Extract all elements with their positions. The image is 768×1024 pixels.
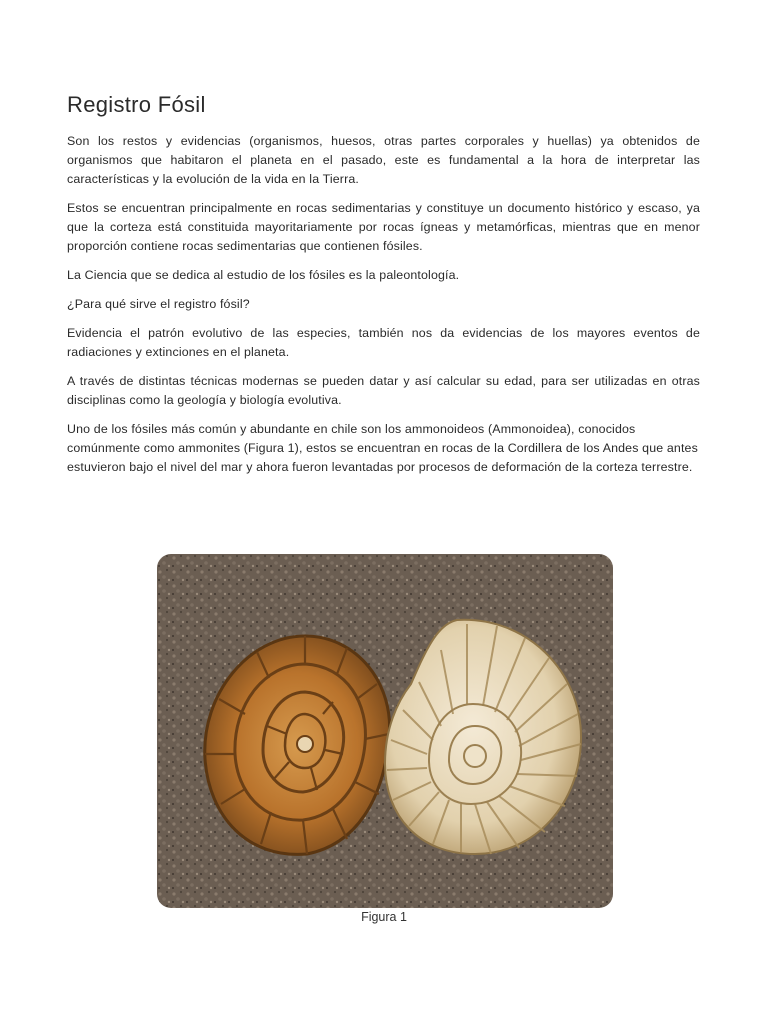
page-title: Registro Fósil <box>67 92 206 117</box>
paragraph-evolutionary-pattern: Evidencia el patrón evolutivo de las especies, también nos da evidencias de los mayores eventos de radiaciones y extinciones en el planeta. <box>67 326 700 359</box>
paragraph-sedimentary-rocks: Estos se encuentran principalmente en rocas sedimentarias y constituye un documento histórico y escaso, ya que la corteza está constituida mayoritariamente por rocas ígneas y metamórficas, mientras que en menor proporción contiene rocas sedimentarias que contienen fósiles. <box>67 201 700 253</box>
paragraph-paleontology: La Ciencia que se dedica al estudio de los fósiles es la paleontología. <box>67 268 460 282</box>
paragraph-question: ¿Para qué sirve el registro fósil? <box>67 297 250 311</box>
paragraph-dating: A través de distintas técnicas modernas se pueden datar y así calcular su edad, para ser utilizadas en otras disciplinas como la geología y biología evolutiva. <box>67 374 700 407</box>
paragraph-ammonites: Uno de los fósiles más común y abundante en chile son los ammonoideos (Ammonoidea), conocidos comúnmente como ammonites (Figura 1), estos se encuentran en rocas de la Cordillera de los Andes que antes estuvieron bajo el nivel del mar y ahora fueron levantadas por procesos de deformación de la corteza terrestre. <box>67 422 698 474</box>
ammonite-photo <box>157 554 613 908</box>
document-body <box>67 92 700 487</box>
paragraph-definition: Son los restos y evidencias (organismos, huesos, otras partes corporales y huellas) ya obtenidos de organismos que habitaron el planeta en el pasado, este es fundamental a la hora de interpretar las características y la evolución de la vida en la Tierra. <box>67 134 700 186</box>
figure-caption: Figura 1 <box>361 910 407 924</box>
